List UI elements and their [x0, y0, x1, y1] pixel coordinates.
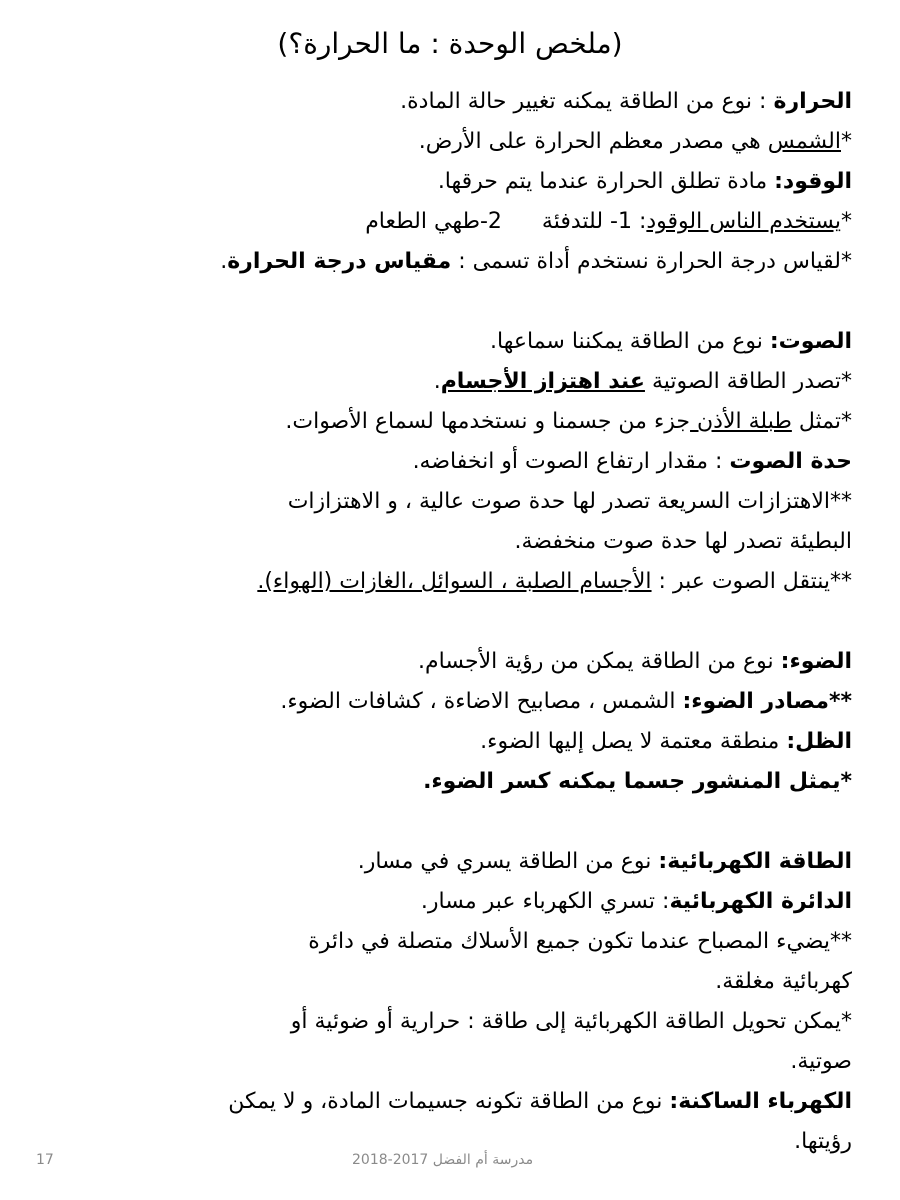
sound-def: نوع من الطاقة يمكننا سماعها.: [490, 329, 770, 354]
light-definition: [52, 642, 852, 682]
thermometer-term: مقياس درجة الحرارة: [227, 249, 452, 274]
convert-line-2: صوتية.: [790, 1049, 852, 1074]
shadow-term: الظل:: [786, 729, 852, 754]
static-definition: [52, 1082, 852, 1122]
shadow-def: منطقة معتمة لا يصل إليها الضوء.: [480, 729, 787, 754]
measure-end: .: [220, 249, 228, 274]
shadow-definition: [52, 722, 852, 762]
prism-text: *يمثل المنشور جسما يمكنه كسر الضوء.: [423, 769, 852, 794]
circuit-definition: [52, 882, 852, 922]
school-name: مدرسة أم الفضل 2017-2018: [352, 1152, 534, 1168]
prism-fact: [52, 762, 852, 802]
sun-underlined: الشمس: [767, 129, 841, 154]
fuel-definition: [52, 162, 852, 202]
lamp-line-1: **يضيء المصباح عندما تكون جميع الأسلاك متصلة في دائرة: [308, 929, 852, 954]
uses-item-1: : 1- للتدفئة: [541, 209, 647, 234]
heat-def: : نوع من الطاقة يمكنه تغيير حالة المادة.: [400, 89, 774, 114]
fuel-uses: [52, 202, 852, 242]
uses-underlined: يستخدم الناس الوقود: [646, 209, 841, 234]
electric-definition: [52, 842, 852, 882]
sun-prefix: *: [841, 129, 852, 154]
light-term: الضوء:: [780, 649, 852, 674]
vibration-term: عند اهتزاز الأجسام: [440, 369, 645, 394]
light-def: نوع من الطاقة يمكن من رؤية الأجسام.: [418, 649, 781, 674]
circuit-def: : تسري الكهرباء عبر مسار.: [420, 889, 670, 914]
ear-prefix: *تمثل: [791, 409, 852, 434]
heat-definition: [52, 82, 852, 122]
fuel-def: مادة تطلق الحرارة عندما يتم حرقها.: [437, 169, 775, 194]
eardrum-fact: [52, 402, 852, 442]
uses-prefix: *: [841, 209, 852, 234]
sound-term: الصوت:: [769, 329, 852, 354]
uses-item-2: 2-طهي الطعام: [365, 209, 502, 234]
travel-media: الأجسام الصلبة ، السوائل ،الغازات (الهواء).: [257, 569, 652, 594]
static-term: الكهرباء الساكنة:: [669, 1089, 852, 1114]
summary-content: [52, 82, 852, 1162]
emit-end: .: [433, 369, 441, 394]
sound-definition: [52, 322, 852, 362]
lamp-line-2: كهربائية مغلقة.: [715, 969, 852, 994]
ear-rest: جزء من جسمنا و نستخدمها لسماع الأصوات.: [285, 409, 691, 434]
measure-text: *لقياس درجة الحرارة نستخدم أداة تسمى :: [451, 249, 852, 274]
pitch-def: : مقدار ارتفاع الصوت أو انخفاضه.: [412, 449, 730, 474]
fuel-term: الوقود:: [774, 169, 852, 194]
vibration-line-2: البطيئة تصدر لها حدة صوت منخفضة.: [514, 529, 852, 554]
travel-text: **ينتقل الصوت عبر :: [651, 569, 852, 594]
vibration-line-1: **الاهتزازات السريعة تصدر لها حدة صوت عالية ، و الاهتزازات: [287, 489, 852, 514]
pitch-definition: [52, 442, 852, 482]
pitch-term: حدة الصوت: [729, 449, 852, 474]
electric-term: الطاقة الكهربائية:: [658, 849, 852, 874]
light-sources: [52, 682, 852, 722]
page-number: 17: [36, 1152, 54, 1168]
sound-travel: [52, 562, 852, 602]
thermometer-fact: [52, 242, 852, 282]
heat-term: الحرارة: [773, 89, 852, 114]
sun-fact: [52, 122, 852, 162]
convert-line-1: *يمكن تحويل الطاقة الكهربائية إلى طاقة : حرارية أو ضوئية أو: [290, 1009, 852, 1034]
circuit-term: الدائرة الكهربائية: [669, 889, 852, 914]
emit-text: *تصدر الطاقة الصوتية: [644, 369, 852, 394]
page-title: (ملخص الوحدة : ما الحرارة؟): [277, 27, 623, 60]
eardrum-underlined: طبلة الأذن: [690, 409, 792, 434]
static-def: نوع من الطاقة تكونه جسيمات المادة، و لا يمكن: [228, 1089, 670, 1114]
sound-emission: [52, 362, 852, 402]
electric-def: نوع من الطاقة يسري في مسار.: [357, 849, 659, 874]
sun-rest: هي مصدر معظم الحرارة على الأرض.: [418, 129, 768, 154]
sources-def: الشمس ، مصابيح الاضاءة ، كشافات الضوء.: [280, 689, 683, 714]
sources-term: **مصادر الضوء:: [682, 689, 852, 714]
static-line-2: رؤيتها.: [794, 1129, 852, 1154]
